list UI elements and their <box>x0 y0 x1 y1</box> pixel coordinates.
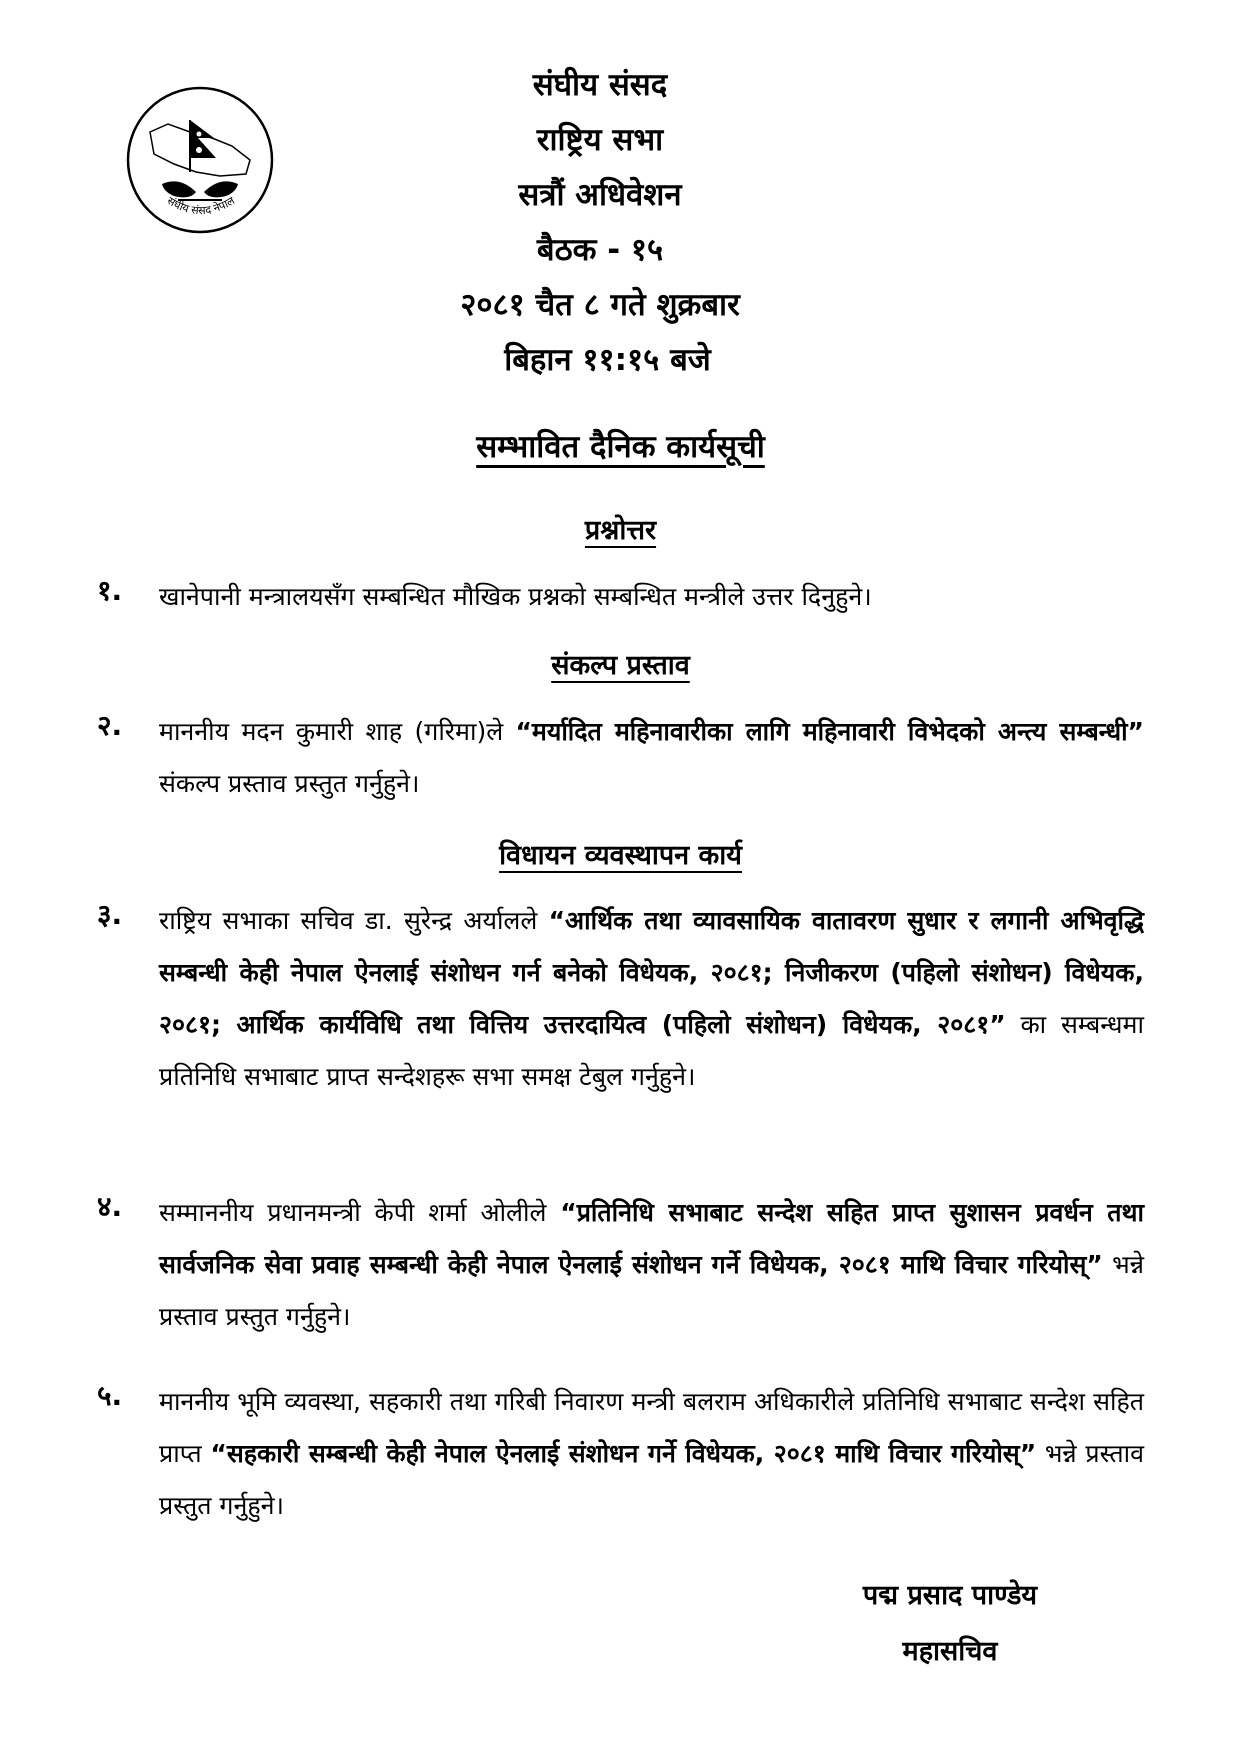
header-time: बिहान ११:१५ बजे <box>504 342 711 378</box>
item-number: १. <box>97 574 123 607</box>
document-header <box>300 58 900 388</box>
signature-block <box>820 1568 1080 1680</box>
section-legislation: विधायन व्यवस्थापन कार्य <box>499 840 742 871</box>
section-resolution: संकल्प प्रस्ताव <box>551 650 690 681</box>
signatory-name: पद्म प्रसाद पाण्डेय <box>862 1580 1038 1611</box>
svg-text:संघीय संसद नेपाल: संघीय संसद नेपाल <box>164 194 237 218</box>
header-date: २०८१ चैत ८ गते शुक्रबार <box>460 287 740 323</box>
section-question-answer: प्रश्नोत्तर <box>584 515 657 546</box>
header-session: सत्रौं अधिवेशन <box>518 177 682 213</box>
item-number: २. <box>97 709 123 742</box>
agenda-title: सम्भावित दैनिक कार्यसूची <box>476 429 765 465</box>
header-national-assembly: राष्ट्रिय सभा <box>536 122 664 158</box>
item-text: राष्ट्रिय सभाका सचिव डा. सुरेन्द्र अर्यालले “आर्थिक तथा व्यावसायिक वातावरण सुधार र लगानी अभिवृद्धि सम्बन्धी केही नेपाल ऐनलाई संशोधन गर्न बनेको विधेयक, २०८१; निजीकरण (पहिलो संशोधन) विधेयक, २०८१; आर्थिक कार्यविधि तथा वित्तिय उत्तरदायित्व (पहिलो संशोधन) विधेयक, २०८१” का सम्बन्धमा प्रतिनिधि सभाबाट प्राप्त सन्देशहरू सभा समक्ष टेबुल गर्नुहुने। <box>159 906 1144 1091</box>
parliament-emblem-icon <box>120 80 280 240</box>
header-meeting: बैठक - १५ <box>536 232 664 268</box>
signatory-title: महासचिव <box>902 1636 998 1667</box>
item-number: ३. <box>97 898 123 931</box>
item-number: ४. <box>97 1190 123 1223</box>
item-text: माननीय मदन कुमारी शाह (गरिमा)ले “मर्यादित महिनावारीका लागि महिनावारी विभेदको अन्त्य सम्बन्धी” संकल्प प्रस्ताव प्रस्तुत गर्नुहुने। <box>159 717 1144 798</box>
header-parliament: संघीय संसद <box>532 67 668 103</box>
item-text: माननीय भूमि व्यवस्था, सहकारी तथा गरिबी निवारण मन्त्री बलराम अधिकारीले प्रतिनिधि सभाबाट सन्देश सहित प्राप्त “सहकारी सम्बन्धी केही नेपाल ऐनलाई संशोधन गर्ने विधेयक, २०८१ माथि विचार गरियोस्” भन्ने प्रस्ताव प्रस्तुत गर्नुहुने। <box>159 1387 1144 1520</box>
item-text: सम्माननीय प्रधानमन्त्री केपी शर्मा ओलीले “प्रतिनिधि सभाबाट सन्देश सहित प्राप्त सुशासन प्रवर्धन तथा सार्वजनिक सेवा प्रवाह सम्बन्धी केही नेपाल ऐनलाई संशोधन गर्ने विधेयक, २०८१ माथि विचार गरियोस्” भन्ने प्रस्ताव प्रस्तुत गर्नुहुने। <box>159 1198 1145 1331</box>
item-text: खानेपानी मन्त्रालयसँग सम्बन्धित मौखिक प्रश्नको सम्बन्धित मन्त्रीले उत्तर दिनुहुने। <box>159 582 872 611</box>
item-number: ५. <box>97 1379 123 1412</box>
